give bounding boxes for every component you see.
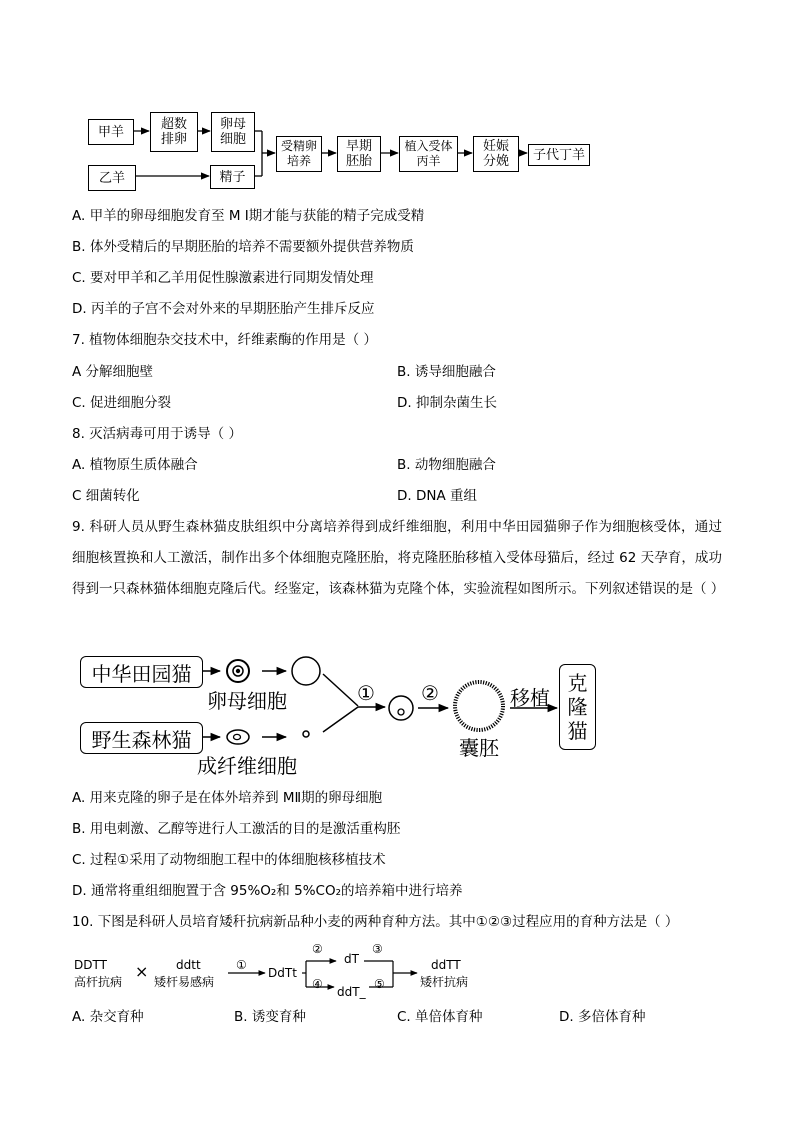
q8-option-a: A. 植物原生质体融合 — [72, 457, 198, 473]
sperm-label: 精子 — [219, 169, 246, 185]
step-1-label: ① — [357, 681, 375, 705]
result-phenotype: 矮杆抗病 — [420, 975, 469, 989]
blastocyst-label: 囊胚 — [459, 736, 499, 760]
q8-stem: 8. 灭活病毒可用于诱导（ ） — [72, 426, 242, 442]
ddt-genotype: ddT_ — [337, 985, 366, 999]
f1-genotype: DdTt — [268, 966, 297, 980]
yiyang-label: 乙羊 — [98, 170, 125, 186]
q8-option-b: B. 动物细胞融合 — [397, 457, 496, 473]
p2-genotype: ddtt — [176, 958, 201, 972]
q7-option-d: D. 抑制杂菌生长 — [397, 395, 497, 411]
oocyte-label: 卵母 细胞 — [219, 117, 246, 147]
step-4-marker: ④ — [312, 977, 323, 991]
q8-option-d: D. DNA 重组 — [397, 488, 477, 504]
q10-option-a: A. 杂交育种 — [72, 1009, 144, 1025]
q10-option-d: D. 多倍体育种 — [559, 1009, 646, 1025]
step-3-marker: ③ — [372, 942, 383, 956]
cross-symbol: × — [135, 962, 149, 981]
q9-option-b: B. 用电刺激、乙醇等进行人工激活的目的是激活重构胚 — [72, 821, 401, 837]
q9-option-c: C. 过程①采用了动物细胞工程中的体细胞核移植技术 — [72, 852, 386, 868]
q6-option-a: A. 甲羊的卵母细胞发育至 M Ⅰ期才能与获能的精子完成受精 — [72, 208, 425, 224]
dt-genotype: dT — [344, 952, 359, 966]
q7-stem: 7. 植物体细胞杂交技术中，纤维素酶的作用是（ ） — [72, 332, 377, 348]
q10-option-b: B. 诱变育种 — [234, 1009, 306, 1025]
p1-genotype: DDTT — [74, 958, 107, 972]
superovulation-label: 超数 排卵 — [160, 117, 187, 147]
p2-phenotype: 矮杆易感病 — [154, 975, 215, 989]
result-genotype: ddTT — [431, 958, 461, 972]
q10-stem: 10. 下图是科研人员培育矮秆抗病新品种小麦的两种育种方法。其中①②③过程应用的育种方法是（ ） — [72, 914, 679, 930]
q9-option-d: D. 通常将重组细胞置于含 95%O₂和 5%CO₂的培养箱中进行培养 — [72, 883, 463, 899]
q6-option-b: B. 体外受精后的早期胚胎的培养不需要额外提供营养物质 — [72, 239, 414, 255]
wild-forest-cat-label: 野生森林猫 — [91, 727, 192, 752]
q7-option-c: C. 促进细胞分裂 — [72, 395, 172, 411]
jiayang-label: 甲羊 — [97, 124, 124, 140]
implant-label: 植入受体 丙羊 — [404, 139, 453, 168]
q6-option-d: D. 丙羊的子宫不会对外来的早期胚胎产生排斥反应 — [72, 301, 375, 317]
q10-option-c: C. 单倍体育种 — [397, 1009, 483, 1025]
q7-option-b: B. 诱导细胞融合 — [397, 364, 496, 380]
offspring-label: 子代丁羊 — [532, 147, 585, 163]
step-2-marker: ② — [312, 942, 323, 956]
step-2-label: ② — [421, 681, 439, 705]
oocyte-label: 卵母细胞 — [207, 689, 287, 713]
fibroblast-label: 成纤维细胞 — [197, 754, 297, 778]
q6-option-c: C. 要对甲羊和乙羊用促性腺激素进行同期发情处理 — [72, 270, 374, 286]
step-5-marker: ⑤ — [374, 977, 385, 991]
q8-option-c: C 细菌转化 — [72, 488, 140, 504]
fertilized-egg-label: 受精卵 培养 — [280, 139, 317, 168]
early-embryo-label: 早期 胚胎 — [345, 139, 372, 169]
q9-option-a: A. 用来克隆的卵子是在体外培养到 MⅡ期的卵母细胞 — [72, 790, 383, 806]
pregnancy-label: 妊娠 分娩 — [482, 139, 509, 169]
p1-phenotype: 高杆抗病 — [74, 975, 123, 989]
q9-stem: 9. 科研人员从野生森林猫皮肤组织中分离培养得到成纤维细胞，利用中华田园猫卵子作为细胞核受体，通过细胞核置换和人工激活，制作出多个体细胞克隆胚胎，将克隆胚胎移植入受体母猫后，经过 62 天孕育，成功得到一只森林猫体细胞克隆后代。经鉴定，该森林猫为克隆个体，实验流程如图所示。下列叙述错误的是（ ） — [72, 519, 725, 597]
chinese-pastoral-cat-label: 中华田园猫 — [91, 661, 192, 686]
step-1-marker: ① — [236, 958, 247, 972]
cloned-cat-label: 克 隆 猫 — [567, 671, 588, 743]
transplant-label: 移植 — [510, 686, 550, 710]
q7-option-a: A 分解细胞壁 — [72, 364, 154, 380]
